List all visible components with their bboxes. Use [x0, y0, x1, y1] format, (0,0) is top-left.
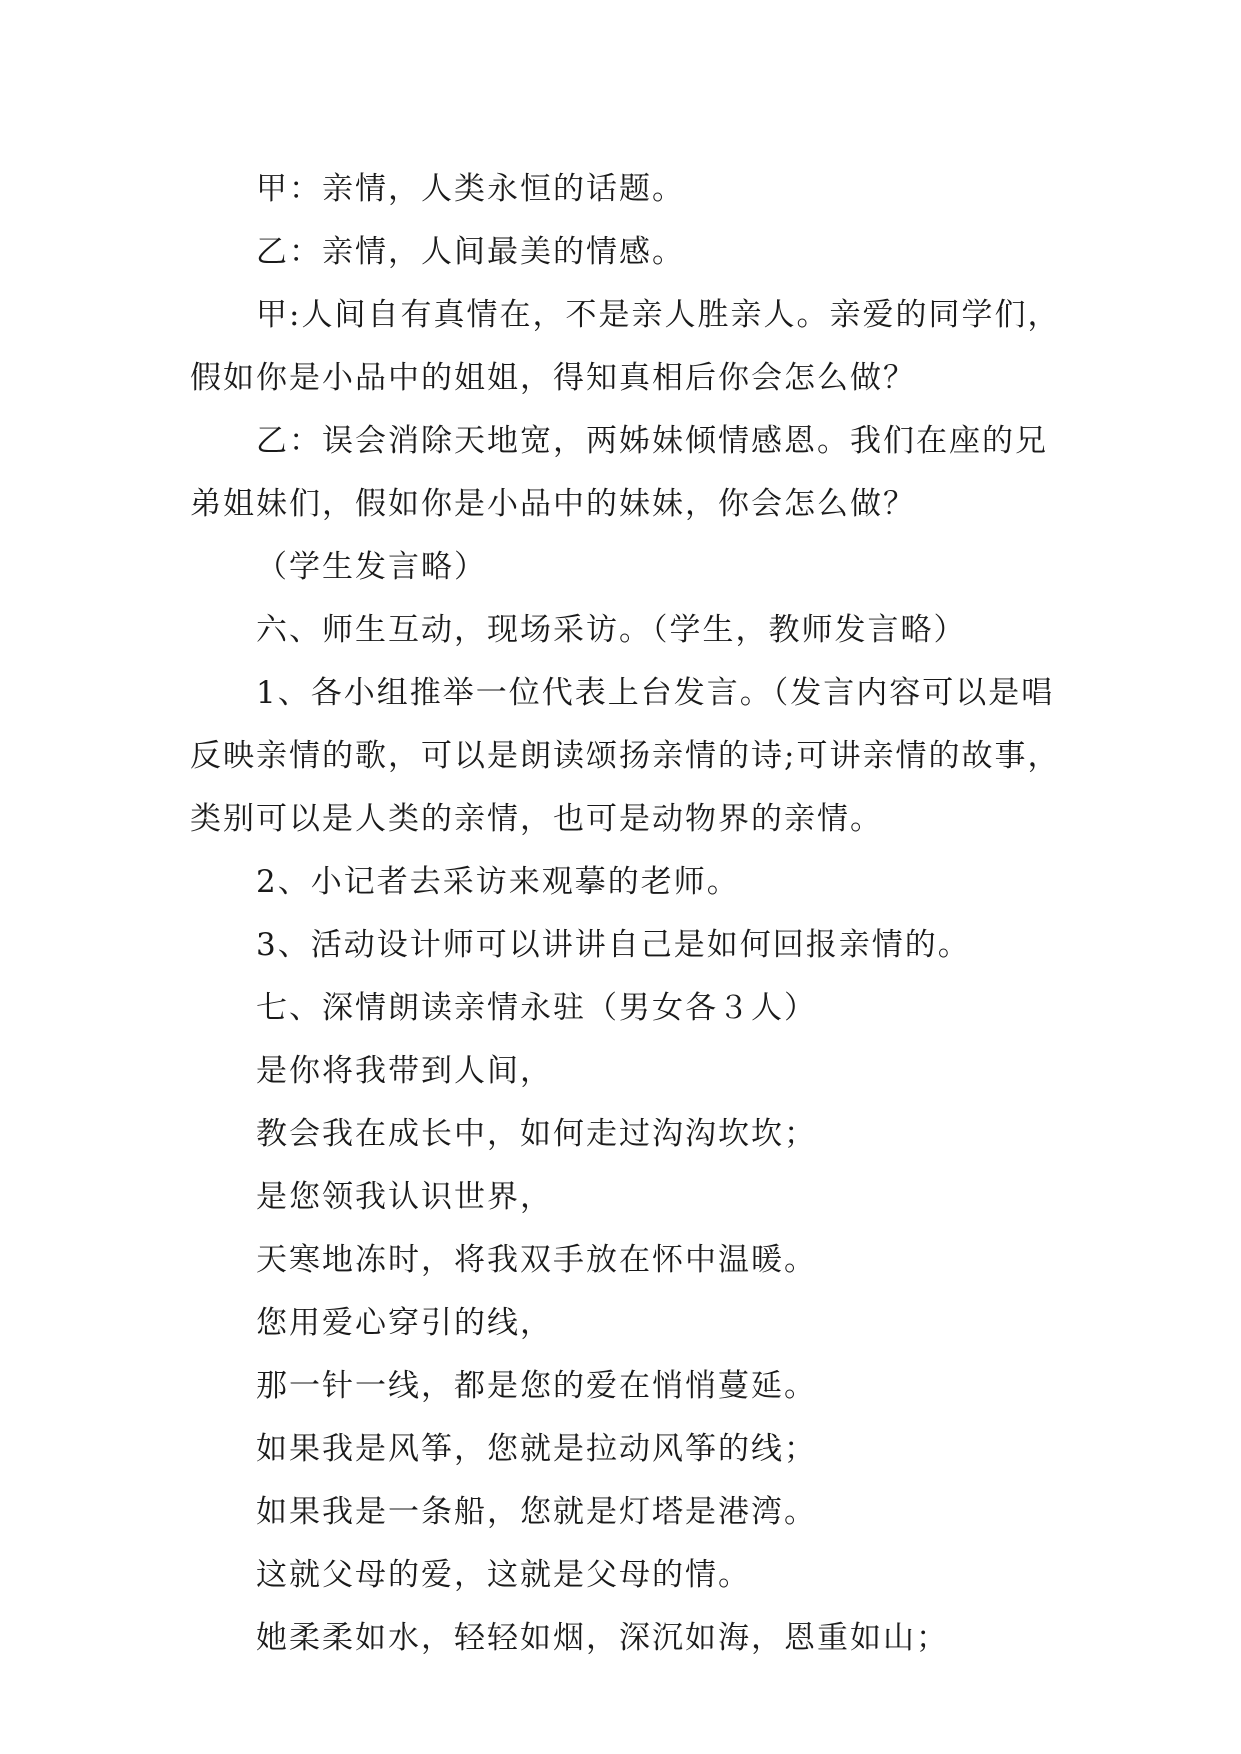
dialogue-line-jia-2: 甲:人间自有真情在，不是亲人胜亲人。亲爱的同学们，: [256, 297, 1061, 333]
dialogue-line-jia-1: 甲：亲情，人类永恒的话题。: [256, 171, 685, 207]
poem-line: 教会我在成长中，如何走过沟沟坎坎；: [256, 1116, 817, 1152]
document-body: [190, 158, 1061, 1670]
list-item-3: 3、活动设计师可以讲讲自己是如何回报亲情的。: [256, 927, 971, 963]
poem-line: 如果我是一条船，您就是灯塔是港湾。: [256, 1494, 817, 1530]
dialogue-line-yi-2-cont: 弟姐妹们，假如你是小品中的妹妹，你会怎么做？: [190, 486, 916, 522]
dialogue-line-jia-2-cont: 假如你是小品中的姐姐，得知真相后你会怎么做？: [190, 360, 916, 396]
dialogue-line-yi-2: 乙：误会消除天地宽，两姊妹倾情感恩。我们在座的兄: [256, 423, 1048, 459]
poem-line: 她柔柔如水，轻轻如烟，深沉如海，恩重如山；: [256, 1620, 949, 1656]
list-item-1-cont-b: 类别可以是人类的亲情，也可是动物界的亲情。: [190, 801, 883, 837]
list-item-2: 2、小记者去采访来观摹的老师。: [256, 864, 740, 900]
poem-line: 那一针一线，都是您的爱在悄悄蔓延。: [256, 1368, 817, 1404]
section-heading-7: 七、深情朗读亲情永驻（男女各３人）: [256, 990, 817, 1026]
poem-line: 天寒地冻时，将我双手放在怀中温暖。: [256, 1242, 817, 1278]
poem-line: 如果我是风筝，您就是拉动风筝的线；: [256, 1431, 817, 1467]
list-item-1-cont-a: 反映亲情的歌，可以是朗读颂扬亲情的诗;可讲亲情的故事，: [190, 738, 1061, 774]
poem-line: 这就父母的爱，这就是父母的情。: [256, 1557, 751, 1593]
poem-line: 您用爱心穿引的线，: [256, 1305, 553, 1341]
dialogue-line-yi-1: 乙：亲情，人间最美的情感。: [256, 234, 685, 270]
list-item-1: 1、各小组推举一位代表上台发言。（发言内容可以是唱: [256, 675, 1055, 711]
poem-line: 是你将我带到人间，: [256, 1053, 553, 1089]
poem-line: 是您领我认识世界，: [256, 1179, 553, 1215]
stage-note: （学生发言略）: [256, 549, 487, 585]
section-heading-6: 六、师生互动，现场采访。（学生，教师发言略）: [256, 612, 967, 648]
